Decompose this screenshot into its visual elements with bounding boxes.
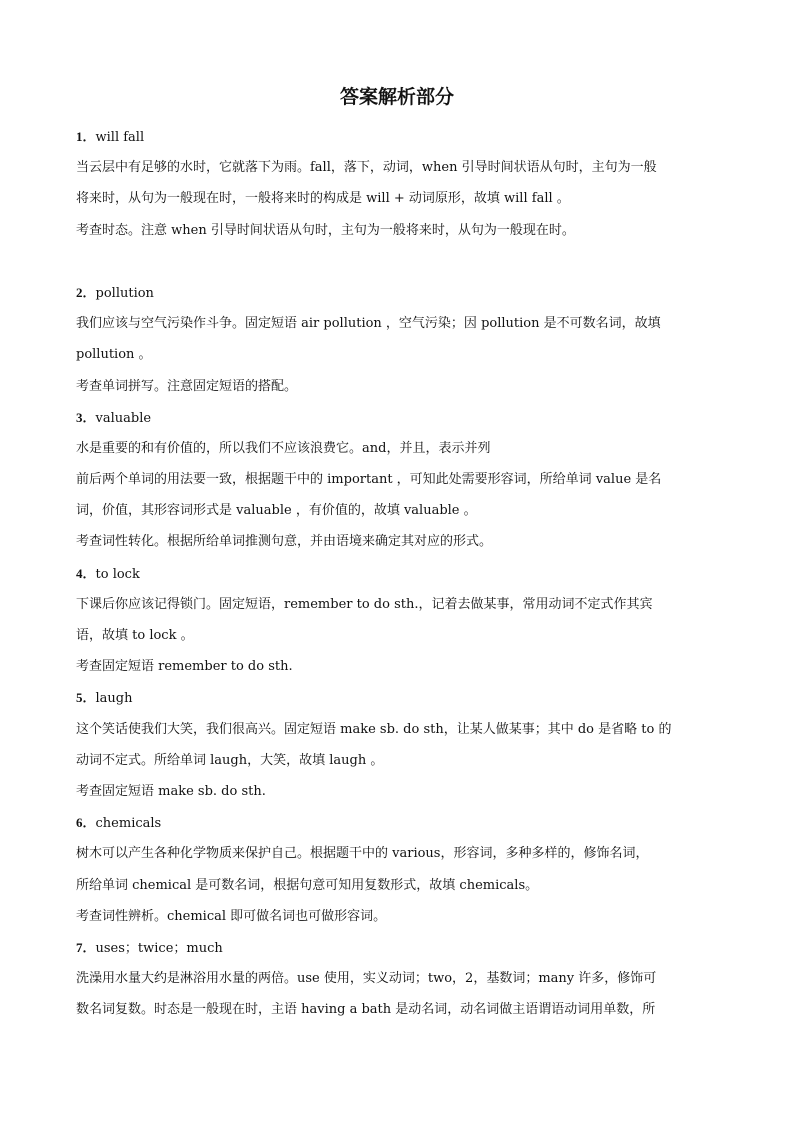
answer-text: will fall: [95, 130, 145, 145]
explanation-line: 考查固定短语 remember to do sth.: [76, 659, 293, 675]
answer-line: [76, 558, 726, 589]
answer-item: [76, 402, 726, 558]
spacer: [76, 246, 726, 277]
explanation-line: 考查时态。注意 when 引导时间状语从句时，主句为一般将来时，从句为一般现在时。: [76, 222, 575, 238]
answer-list: [76, 121, 726, 1025]
explanation-line: 考查词性转化。根据所给单词推测句意，并由语境来确定其对应的形式。: [76, 534, 493, 550]
answer-item: [76, 807, 726, 932]
explanation-line: 当云层中有足够的水时，它就落下为雨。fall，落下，动词，when 引导时间状语从句时，主句为一般: [76, 160, 657, 176]
answer-item: [76, 121, 726, 246]
explanation-line: 前后两个单词的用法要一致，根据题干中的 important ，可知此处需要形容词，所给单词 value 是名: [76, 472, 662, 488]
explanation-line: 考查单词拼写。注意固定短语的搭配。: [76, 378, 298, 394]
answer-text: pollution: [95, 285, 154, 301]
answer-text: laugh: [95, 691, 133, 707]
answer-text: uses；twice；much: [95, 940, 223, 956]
explanation-line: 树木可以产生各种化学物质来保护自己。根据题干中的 various，形容词，多种多样的，修饰名词，: [76, 846, 649, 862]
explanation-line: 洗澡用水量大约是淋浴用水量的两倍。use 使用，实义动词；two，2，基数词；many 许多，修饰可: [76, 971, 657, 987]
explanation-line: 词，价值，其形容词形式是 valuable ，有价值的，故填 valuable 。: [76, 503, 477, 519]
answer-item: [76, 277, 726, 402]
answer-line: [76, 932, 726, 963]
explanation-line: 水是重要的和有价值的，所以我们不应该浪费它。and，并且，表示并列: [76, 440, 491, 456]
explanation-line: 这个笑话使我们大笑，我们很高兴。固定短语 make sb. do sth，让某人做某事；其中 do 是省略 to 的: [76, 721, 672, 737]
explanation-line: 数名词复数。时态是一般现在时，主语 having a bath 是动名词，动名词做主语谓语动词用单数，所: [76, 1002, 656, 1018]
answer-line: [76, 402, 726, 433]
item-number: 2．: [76, 284, 96, 300]
item-number: 6．: [76, 815, 96, 831]
explanation-line: 考查词性辨析。chemical 即可做名词也可做形容词。: [76, 908, 387, 924]
explanation-line: 动词不定式。所给单词 laugh，大笑，故填 laugh 。: [76, 752, 384, 768]
explanation-line: 考查固定短语 make sb. do sth.: [76, 783, 266, 799]
item-number: 3．: [76, 409, 96, 425]
explanation-line: 所给单词 chemical 是可数名词，根据句意可知用复数形式，故填 chemicals。: [76, 877, 539, 893]
answer-text: valuable: [95, 410, 152, 426]
answer-item: [76, 682, 726, 807]
item-number: 1．: [76, 129, 96, 144]
item-number: 5．: [76, 690, 96, 706]
explanation-line: 语，故填 to lock 。: [76, 628, 194, 643]
item-number: 7．: [76, 939, 96, 955]
answer-line: [76, 277, 726, 308]
answer-item: [76, 932, 726, 1026]
explanation-line: 我们应该与空气污染作斗争。固定短语 air pollution ，空气污染；因 pollution 是不可数名词，故填: [76, 316, 661, 332]
explanation-line: pollution 。: [76, 347, 152, 363]
answer-line: [76, 121, 726, 152]
answer-text: chemicals: [95, 816, 162, 832]
answer-line: [76, 807, 726, 838]
item-number: 4．: [76, 565, 96, 581]
explanation-line: 将来时，从句为一般现在时，一般将来时的构成是 will + 动词原形，故填 will fall 。: [76, 191, 570, 207]
answer-line: [76, 682, 726, 713]
page-title: 答案解析部分: [339, 86, 454, 108]
answer-item: [76, 558, 726, 683]
explanation-line: 下课后你应该记得锁门。固定短语，remember to do sth.，记着去做某事，常用动词不定式作其宾: [76, 596, 653, 612]
answer-text: to lock: [95, 566, 140, 582]
